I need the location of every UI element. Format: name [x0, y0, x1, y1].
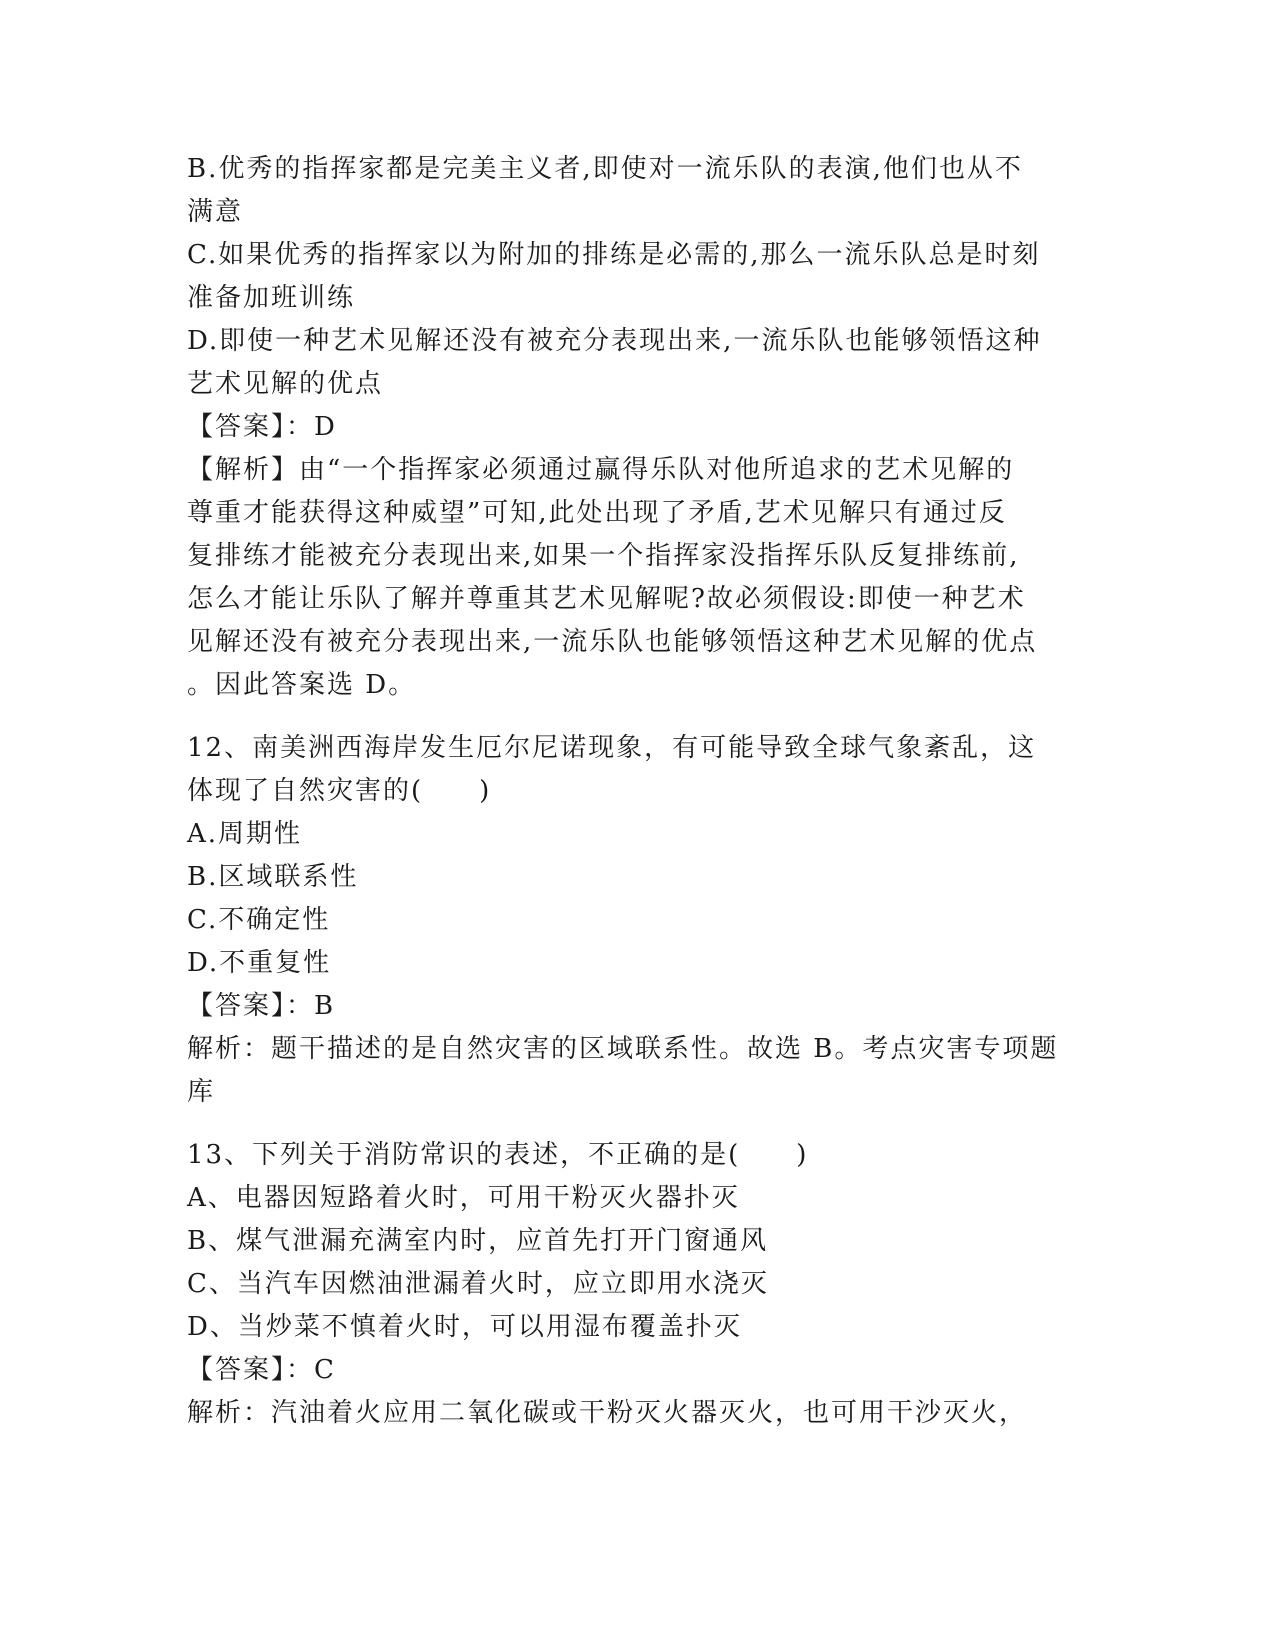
q11-answer: 【答案】：D	[187, 412, 337, 442]
q13-stem: 13、下列关于消防常识的表述，不正确的是( )	[187, 1140, 809, 1170]
q11-option-d: D.即使一种艺术见解还没有被充分表现出来,一流乐队也能够领悟这种	[187, 326, 1042, 356]
q12-option-d: D.不重复性	[187, 948, 332, 978]
q11-analysis-cont: 怎么才能让乐队了解并尊重其艺术见解呢?故必须假设:即使一种艺术	[187, 584, 1026, 614]
question-12	[187, 727, 1092, 1114]
question-11-tail	[187, 148, 1092, 707]
q12-answer: 【答案】：B	[187, 991, 336, 1021]
q11-option-d-cont: 艺术见解的优点	[187, 369, 384, 399]
q12-option-b: B.区域联系性	[187, 862, 359, 892]
q11-analysis-cont: 尊重才能获得这种威望”可知,此处出现了矛盾,艺术见解只有通过反	[187, 498, 1007, 528]
q12-option-c: C.不确定性	[187, 905, 331, 935]
q13-option-b: B、煤气泄漏充满室内时，应首先打开门窗通风	[187, 1226, 769, 1256]
q12-analysis-cont: 库	[187, 1077, 216, 1107]
q12-option-a: A.周期性	[187, 819, 303, 849]
q12-stem-cont: 体现了自然灾害的( )	[187, 776, 492, 806]
q13-analysis: 解析：汽油着火应用二氧化碳或干粉灭火器灭火，也可用干沙灭火，	[187, 1398, 1028, 1428]
q11-analysis: 【解析】由“一个指挥家必须通过赢得乐队对他所追求的艺术见解的	[187, 455, 1015, 485]
q13-option-c: C、当汽车因燃油泄漏着火时，应立即用水浇灭	[187, 1269, 769, 1299]
spacer	[187, 1114, 1092, 1134]
q11-analysis-cont: 见解还没有被充分表现出来,一流乐队也能够领悟这种艺术见解的优点	[187, 627, 1038, 657]
q11-option-c: C.如果优秀的指挥家以为附加的排练是必需的,那么一流乐队总是时刻	[187, 240, 1041, 270]
q13-answer: 【答案】：C	[187, 1355, 336, 1385]
q13-option-a: A、电器因短路着火时，可用干粉灭火器扑灭	[187, 1183, 740, 1213]
q12-stem: 12、南美洲西海岸发生厄尔尼诺现象，有可能导致全球气象紊乱，这	[187, 733, 1037, 763]
question-13	[187, 1134, 1092, 1435]
spacer	[187, 707, 1092, 727]
q11-option-b: B.优秀的指挥家都是完美主义者,即使对一流乐队的表演,他们也从不	[187, 154, 1023, 184]
q11-option-c-cont: 准备加班训练	[187, 283, 356, 313]
q12-analysis: 解析：题干描述的是自然灾害的区域联系性。故选 B。考点灾害专项题	[187, 1034, 1059, 1064]
q11-analysis-cont: 复排练才能被充分表现出来,如果一个指挥家没指挥乐队反复排练前,	[187, 541, 1020, 571]
q11-option-b-cont: 满意	[187, 197, 244, 227]
q11-analysis-cont: 。因此答案选 D。	[187, 670, 417, 700]
document-page	[187, 148, 1092, 1435]
q13-option-d: D、当炒菜不慎着火时，可以用湿布覆盖扑灭	[187, 1312, 742, 1342]
